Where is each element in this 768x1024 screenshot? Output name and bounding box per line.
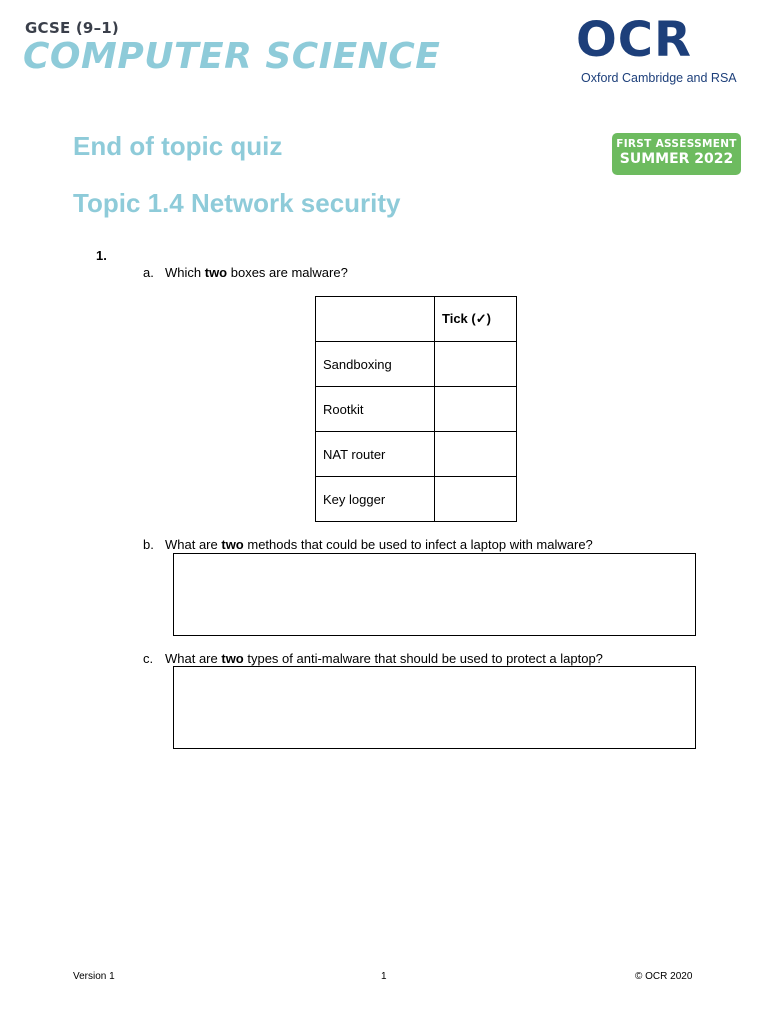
table-header-row [316,297,517,342]
tick-cell-rootkit[interactable] [435,387,517,432]
part-c-text [165,651,603,666]
footer-page-number: 1 [381,971,387,982]
part-a-pre: Which [165,265,205,280]
answer-box-c[interactable] [173,666,696,749]
ocr-logo-tagline: Oxford Cambridge and RSA [581,71,737,85]
tick-cell-key-logger[interactable] [435,477,517,522]
part-b-text [165,537,593,552]
part-b-pre: What are [165,537,222,552]
option-label: Sandboxing [316,342,435,387]
part-a-post: boxes are malware? [227,265,348,280]
part-b-bold: two [221,537,244,552]
page-title: End of topic quiz [73,131,283,161]
table-row [316,342,517,387]
footer-copyright: © OCR 2020 [635,971,693,982]
option-label: NAT router [316,432,435,477]
qualification-label: GCSE (9–1) [25,19,119,37]
table-row [316,387,517,432]
part-a-bold: two [204,265,228,280]
footer-version: Version 1 [73,971,115,982]
part-b-post: methods that could be used to infect a laptop with malware? [243,537,593,552]
part-c-letter: c. [143,651,154,666]
tick-column-header: Tick (✓) [435,297,517,342]
option-label: Rootkit [316,387,435,432]
part-c-bold: two [221,651,244,666]
part-b-letter: b. [143,537,154,552]
subject-title: COMPUTER SCIENCE [23,36,441,77]
table-row [316,477,517,522]
question-number: 1. [96,248,107,263]
table-header-empty [316,297,435,342]
part-a-text [165,265,348,280]
part-c-post: types of anti-malware that should be used to protect a laptop? [243,651,603,666]
badge-line-2: SUMMER 2022 [619,151,734,167]
answer-box-b[interactable] [173,553,696,636]
badge-line-1: FIRST ASSESSMENT [616,138,737,150]
ocr-logo-letters: OCR [576,12,692,68]
first-assessment-badge [612,133,741,175]
malware-tick-table [315,296,517,522]
tick-cell-sandboxing[interactable] [435,342,517,387]
part-c-pre: What are [165,651,222,666]
option-label: Key logger [316,477,435,522]
part-a-letter: a. [143,265,154,280]
topic-title: Topic 1.4 Network security [73,188,401,218]
table-row [316,432,517,477]
ocr-logo [576,12,740,88]
tick-cell-nat-router[interactable] [435,432,517,477]
